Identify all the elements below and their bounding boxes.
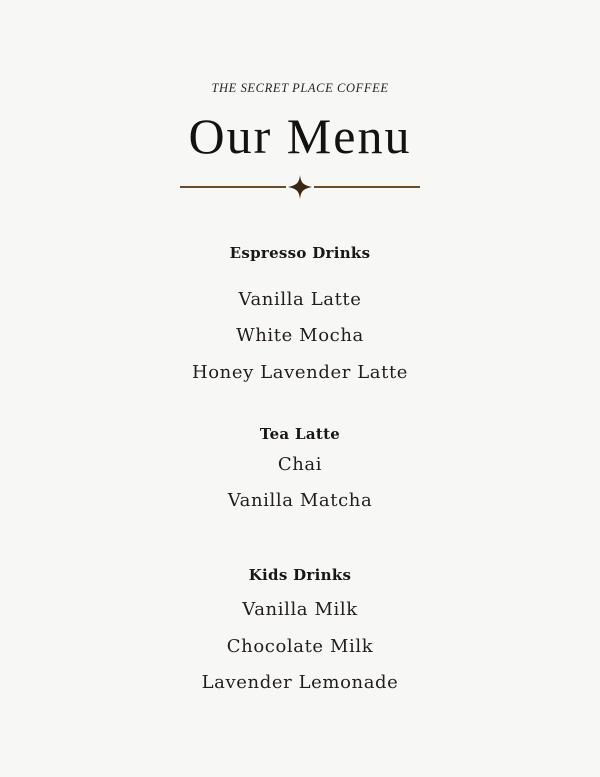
menu-item: Vanilla Milk [242,599,358,620]
title-divider [0,174,600,200]
menu-item: Honey Lavender Latte [191,362,409,383]
menu-item: Chocolate Milk [226,636,374,657]
section-title-espresso-drinks: Espresso Drinks [229,244,371,262]
section-title-kids-drinks: Kids Drinks [248,566,352,584]
menu-item: White Mocha [236,325,364,346]
menu-item: Vanilla Matcha [227,490,373,511]
divider-line-right [314,186,420,188]
menu-item: Lavender Lemonade [201,672,399,693]
four-point-star-icon [287,174,313,200]
menu-item: Vanilla Latte [238,289,362,310]
brand-name: THE SECRET PLACE COFFEE [211,81,389,95]
page-title: Our Menu [188,108,412,164]
menu-item: Chai [277,454,323,475]
section-title-tea-latte: Tea Latte [259,425,341,443]
divider-line-left [180,186,286,188]
